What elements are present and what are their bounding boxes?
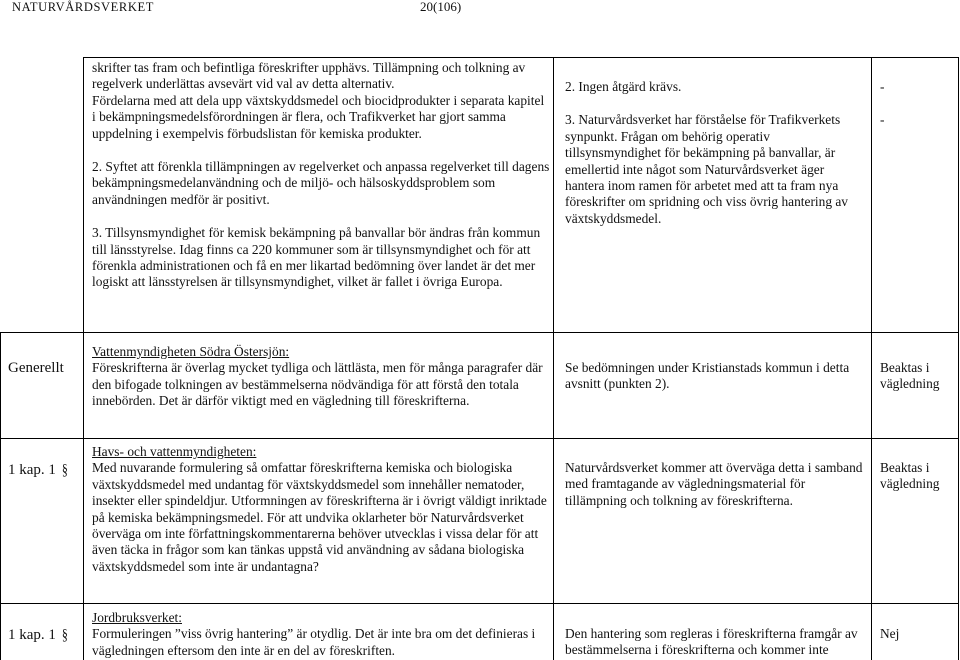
top-response-cell [565, 79, 865, 227]
response-text: Den hantering som regleras i föreskrifterna framgår av bestämmelserna i föreskrifterna och kommer inte [565, 626, 858, 658]
action-text: Beaktas i vägledning [880, 460, 940, 492]
row-action-cell [880, 360, 952, 393]
comment-paragraph: 3. Tillsynsmyndighet för kemisk bekämpning på banvallar bör ändras från kommun till länsstyrelse. Idag finns ca 220 kommuner som är tillsynsmyndighet och för att förenkla administrationen och få en mer likartad bedömning över landet är det mer logiskt att länsstyrelsen är tillsynsmyndighet, vilket är fallet i övriga Europa. [92, 225, 541, 290]
row-response-cell [565, 360, 865, 393]
top-comment-cell [92, 60, 550, 291]
row-divider-3 [0, 603, 959, 604]
row-response-cell [565, 626, 865, 659]
section-label [8, 360, 64, 376]
comment-paragraph: Fördelarna med att dela upp växtskyddsmedel och biocidprodukter i separata kapitel i bekämpningsmedelsförordningen är flera, och Trafikverket har gjort samma uppdelning i exempelvis förbudslistan för kemiska produkter. [92, 92, 545, 141]
comment-paragraph: 2. Syftet att förenkla tillämpningen av regelverket och anpassa regelverket till dagens bekämpningsmedelanvändning och de miljö- och hälsoskyddsproblem som användningen medför är positivt. [92, 159, 550, 207]
action-value: - [880, 79, 885, 94]
paragraph-sign: § [61, 460, 68, 480]
source-organization: Vattenmyndigheten Södra Östersjön: [92, 344, 290, 359]
row-action-cell [880, 460, 952, 493]
row-divider-1 [0, 332, 959, 333]
column-divider-1 [83, 57, 84, 660]
page-number: 20(106) [420, 0, 462, 14]
top-action-cell [880, 79, 950, 129]
comment-text: Med nuvarande formulering så omfattar föreskrifterna kemiska och biologiska växtskyddsmedel med undantag för växtskyddsmedel som innehåller nematoder, insekter eller spindeldjur. Utformningen av föreskrifterna är i övrigt väldigt inriktade på kemiska bekämpningsmedel. För att undvika oklarheter bör Naturvårdsverket överväga om inte författningskommentarerna behöver utvecklas i vissa delar för att även täcka in frågor som kan tänkas uppstå vid användning av sådana biologiska växtskyddsmedel som inte är undantagna? [92, 460, 547, 574]
page-header [0, 0, 960, 20]
action-text: Beaktas i vägledning [880, 360, 940, 392]
response-text: Naturvårdsverket kommer att överväga detta i samband med framtagande av vägledningsmaterial för tillämpning och tolkning av föreskrifterna. [565, 460, 863, 508]
action-text: Nej [880, 626, 900, 641]
row-comment-cell [92, 344, 550, 410]
response-text: Se bedömningen under Kristianstads kommun i detta avsnitt (punkten 2). [565, 360, 850, 392]
row-divider-2 [0, 438, 959, 439]
paragraph-sign: § [61, 625, 68, 645]
column-divider-3 [871, 57, 872, 660]
column-divider-2 [553, 57, 554, 660]
source-organization: Havs- och vattenmyndigheten: [92, 444, 257, 459]
row-comment-cell [92, 444, 550, 575]
row-comment-cell [92, 610, 550, 659]
source-organization: Jordbruksverket: [92, 610, 182, 625]
section-label-text: 1 kap. 1 [8, 462, 56, 478]
row-response-cell [565, 460, 865, 509]
comment-paragraph: skrifter tas fram och befintliga föreskrifter upphävs. Tillämpning och tolkning av regelverk underlättas avsevärt vid val av detta alternativ. [92, 60, 526, 92]
comment-text: Föreskrifterna är överlag mycket tydliga och lättlästa, men för många paragrafer där den bifogade tolkningen av bestämmelserna nödvändiga för att förstå den totala innebörden. Det är därför viktigt med en vägledning till föreskrifterna. [92, 360, 543, 409]
organization-name: NATURVÅRDSVERKET [12, 0, 154, 14]
section-label-text: Generellt [8, 360, 64, 376]
section-label [8, 627, 68, 643]
response-paragraph: 2. Ingen åtgärd krävs. [565, 79, 682, 94]
response-paragraph: 3. Naturvårdsverket har förståelse för Trafikverkets synpunkt. Frågan om behörig operativ tillsynsmyndighet för bekämpning på banvallar, är emellertid inte något som Naturvårdsverket äger hantera inom ramen för arbetet med att ta fram nya föreskrifter om spridning och viss övrig hantering av växtskyddsmedel. [565, 112, 849, 226]
row-action-cell [880, 626, 952, 642]
section-label-text: 1 kap. 1 [8, 627, 56, 643]
comment-text: Formuleringen ”viss övrig hantering” är otydlig. Det är inte bra om det definieras i vägledningen eftersom den inte är en del av föreskriften. [92, 626, 536, 658]
section-label [8, 462, 68, 478]
action-value: - [880, 112, 885, 128]
table-border-left [0, 332, 1, 660]
table-border-right [958, 57, 959, 660]
table-border-top [83, 57, 959, 58]
